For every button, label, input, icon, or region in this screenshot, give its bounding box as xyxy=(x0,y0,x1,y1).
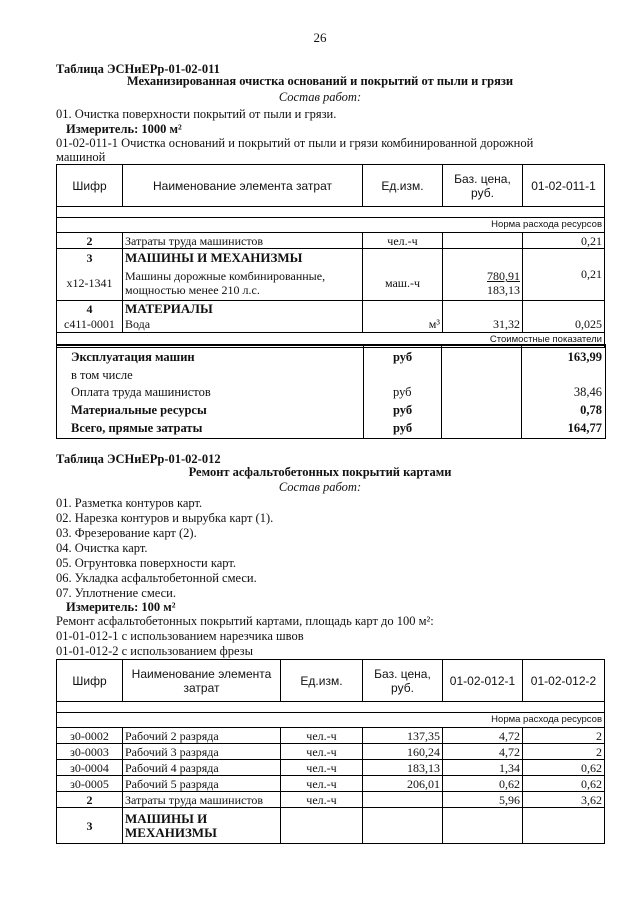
t2-worker-v2: 0,62 xyxy=(523,776,605,792)
t2-head-col1: 01-02-012-1 xyxy=(443,660,523,702)
t2-labor-unit: чел.-ч xyxy=(281,792,363,808)
t2-worker-price: 137,35 xyxy=(363,728,443,744)
table2-desc-line3: 01-01-012-2 с использованием фрезы xyxy=(56,644,253,658)
table2-desc-line2: 01-01-012-1 с использованием нарезчика швов xyxy=(56,629,304,643)
t1-total-name: в том числе xyxy=(71,368,133,382)
t1-total-value: 38,46 xyxy=(573,385,602,399)
t2-worker-unit: чел.-ч xyxy=(281,728,363,744)
table2-work-item: 07. Уплотнение смеси. xyxy=(56,586,176,600)
table2-work-item: 02. Нарезка контуров и вырубка карт (1). xyxy=(56,511,274,525)
t2-worker-price: 160,24 xyxy=(363,744,443,760)
t1-mat-code: с411-0001 xyxy=(57,317,123,333)
t2-worker-row xyxy=(57,728,605,744)
t1-mach-code: х12-1341 xyxy=(57,267,123,301)
t1-totals xyxy=(56,344,606,439)
t2-labor-v2: 3,62 xyxy=(523,792,605,808)
t1-total-unit: руб xyxy=(393,350,413,364)
t2-worker-name: Рабочий 2 разряда xyxy=(123,728,281,744)
t2-worker-v1: 4,72 xyxy=(443,728,523,744)
table2-composition: Состав работ: xyxy=(278,480,362,494)
table1-subtitle: Механизированная очистка оснований и покрытий от пыли и грязи xyxy=(126,74,514,88)
t1-mach-h-name: МАШИНЫ И МЕХАНИЗМЫ xyxy=(123,249,363,267)
t1-total-value: 163,99 xyxy=(567,350,602,364)
t2-worker-v1: 1,34 xyxy=(443,760,523,776)
t2-worker-code: з0-0004 xyxy=(57,760,123,776)
t1-mat-h-code: 4 xyxy=(57,301,123,317)
t1-head-name: Наименование элемента затрат xyxy=(123,165,363,207)
t1-mat-name: Вода xyxy=(123,317,363,333)
t2-worker-v2: 2 xyxy=(523,728,605,744)
t2-worker-unit: чел.-ч xyxy=(281,776,363,792)
t1-total-row xyxy=(57,367,605,383)
table1-desc-line2: машиной xyxy=(56,150,106,164)
t2-worker-v1: 0,62 xyxy=(443,776,523,792)
table1-desc-line1: 01-02-011-1 Очистка оснований и покрытий от пыли и грязи комбинированной дорожной xyxy=(56,136,534,150)
t2-head-price: Баз. цена, руб. xyxy=(363,660,443,702)
table2 xyxy=(56,659,605,844)
t2-head-col2: 01-02-012-2 xyxy=(523,660,605,702)
t2-worker-row xyxy=(57,760,605,776)
t2-worker-price: 183,13 xyxy=(363,760,443,776)
t2-mach-h-code: 3 xyxy=(57,808,123,844)
t2-worker-unit: чел.-ч xyxy=(281,744,363,760)
t2-worker-name: Рабочий 3 разряда xyxy=(123,744,281,760)
t1-head-price: Баз. цена, руб. xyxy=(443,165,523,207)
table2-work-item: 01. Разметка контуров карт. xyxy=(56,496,203,510)
t1-mat-unit: м³ xyxy=(363,317,443,333)
t2-worker-name: Рабочий 4 разряда xyxy=(123,760,281,776)
table1-meter: Измеритель: 1000 м² xyxy=(66,122,182,136)
t2-worker-v1: 4,72 xyxy=(443,744,523,760)
table2-subtitle: Ремонт асфальтобетонных покрытий картами xyxy=(188,465,452,479)
t1-total-name: Всего, прямые затраты xyxy=(71,421,203,435)
t1-mat-price: 31,32 xyxy=(443,317,523,333)
t2-worker-code: з0-0005 xyxy=(57,776,123,792)
t2-worker-unit: чел.-ч xyxy=(281,760,363,776)
t2-labor-code: 2 xyxy=(57,792,123,808)
t1-mach-h-code: 3 xyxy=(57,249,123,267)
t2-labor-name: Затраты труда машинистов xyxy=(123,792,281,808)
t2-worker-row xyxy=(57,744,605,760)
t2-worker-code: з0-0003 xyxy=(57,744,123,760)
t2-norm-label: Норма расхода ресурсов xyxy=(57,713,605,728)
t1-mach-price: 780,91 183,13 xyxy=(443,267,523,301)
t1-mach-name: Машины дорожные комбинированные, мощностью менее 210 л.с. xyxy=(123,267,363,301)
table1-work-1: 01. Очистка поверхности покрытий от пыли и грязи. xyxy=(56,107,337,121)
t1-head-code: Шифр xyxy=(57,165,123,207)
t2-worker-price: 206,01 xyxy=(363,776,443,792)
table1 xyxy=(56,164,605,348)
t1-total-row xyxy=(57,402,605,418)
t1-labor-code: 2 xyxy=(57,233,123,249)
t2-worker-row xyxy=(57,776,605,792)
t1-mat-h-name: МАТЕРИАЛЫ xyxy=(123,301,363,317)
t1-total-value: 164,77 xyxy=(567,421,602,435)
t1-total-unit: руб xyxy=(393,421,413,435)
t1-totals-divider xyxy=(363,346,364,438)
table2-work-item: 05. Огрунтовка поверхности карт. xyxy=(56,556,236,570)
t1-total-name: Материальные ресурсы xyxy=(71,403,207,417)
table2-work-item: 04. Очистка карт. xyxy=(56,541,148,555)
t1-mach-unit: маш.-ч xyxy=(363,267,443,301)
t1-labor-v1: 0,21 xyxy=(523,233,605,249)
t2-worker-name: Рабочий 5 разряда xyxy=(123,776,281,792)
t1-totals-divider xyxy=(441,346,442,438)
t1-head-col1: 01-02-011-1 xyxy=(523,165,605,207)
page-number: 26 xyxy=(313,30,327,45)
t1-total-row xyxy=(57,420,605,436)
table2-desc-line1: Ремонт асфальтобетонных покрытий картами, площадь карт до 100 м²: xyxy=(56,614,434,628)
t2-worker-v2: 2 xyxy=(523,744,605,760)
t1-cost-label: Стоимостные показатели xyxy=(57,333,605,348)
t2-head-unit: Ед.изм. xyxy=(281,660,363,702)
t1-totals-divider xyxy=(521,346,522,438)
t1-total-value: 0,78 xyxy=(580,403,602,417)
table1-composition: Состав работ: xyxy=(278,90,362,104)
t1-head-unit: Ед.изм. xyxy=(363,165,443,207)
table2-meter: Измеритель: 100 м² xyxy=(66,600,176,614)
t1-mat-v1: 0,025 xyxy=(523,317,605,333)
t2-worker-code: з0-0002 xyxy=(57,728,123,744)
t2-mach-h-name: МАШИНЫ И МЕХАНИЗМЫ xyxy=(123,808,281,844)
t1-total-unit: руб xyxy=(393,385,412,399)
t2-labor-v1: 5,96 xyxy=(443,792,523,808)
table2-work-item: 06. Укладка асфальтобетонной смеси. xyxy=(56,571,257,585)
t1-total-name: Эксплуатация машин xyxy=(71,350,195,364)
t1-total-unit: руб xyxy=(393,403,413,417)
t1-mach-v1: 0,21 xyxy=(523,267,605,301)
table2-work-item: 03. Фрезерование карт (2). xyxy=(56,526,197,540)
table2-title: Таблица ЭСНиЕРр-01-02-012 xyxy=(56,452,221,466)
t1-total-row xyxy=(57,349,605,365)
t1-total-row xyxy=(57,384,605,400)
t1-total-name: Оплата труда машинистов xyxy=(71,385,211,399)
table1-title: Таблица ЭСНиЕРр-01-02-011 xyxy=(56,62,220,76)
t2-head-name: Наименование элемента затрат xyxy=(123,660,281,702)
t1-norm-label: Норма расхода ресурсов xyxy=(57,218,605,233)
t1-labor-unit: чел.-ч xyxy=(363,233,443,249)
t2-head-code: Шифр xyxy=(57,660,123,702)
t2-worker-v2: 0,62 xyxy=(523,760,605,776)
t1-labor-name: Затраты труда машинистов xyxy=(123,233,363,249)
